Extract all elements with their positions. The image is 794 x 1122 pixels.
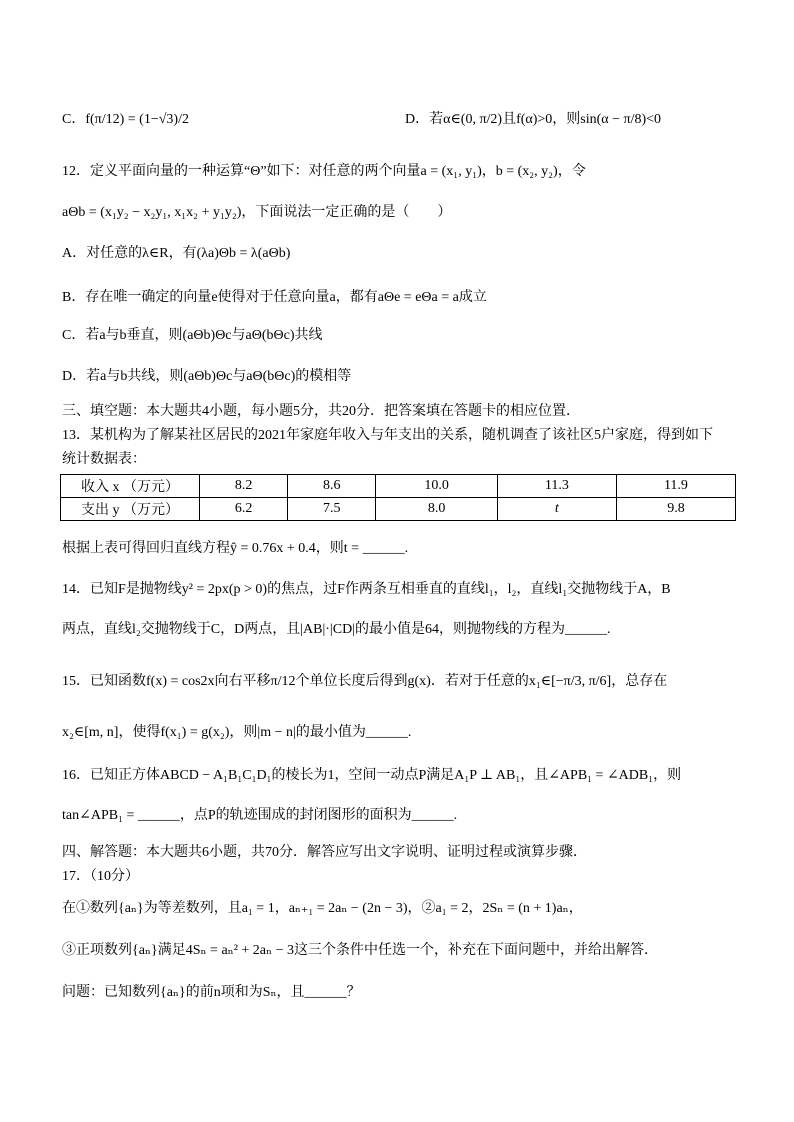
table-cell: 8.0 [376, 498, 498, 521]
q17-question: 问题：已知数列{aₙ}的前n项和为Sₙ，且______？ [62, 985, 361, 1000]
q14-line2: 两点，直线l₂交抛物线于C，D两点，且|AB|·|CD|的最小值是64，则抛物线的方程为______. [62, 622, 611, 637]
q12-option-c: C．若a与b垂直，则(aΘb)Θc与aΘ(bΘc)共线 [62, 328, 323, 343]
table-cell: 11.3 [497, 475, 616, 498]
table-cell: 9.8 [616, 498, 735, 521]
q12-option-b: B．存在唯一确定的向量e使得对于任意向量a，都有aΘe = eΘa = a成立 [62, 290, 487, 305]
q17-line2: ③正项数列{aₙ}满足4Sₙ = aₙ² + 2aₙ − 3这三个条件中任选一个，补充在下面问题中，并给出解答． [62, 943, 658, 958]
table-row [61, 498, 736, 521]
table-cell: t [497, 498, 616, 521]
q15-line1: 15．已知函数f(x) = cos2x向右平移π/12个单位长度后得到g(x)．若对于任意的x₁∈[−π/3, π/6]，总存在 [62, 674, 668, 689]
q12-stem-line2: aΘb = (x₁y₂ − x₂y₁, x₁x₂ + y₁y₂)，下面说法一定正确的是（ ） [62, 205, 452, 220]
table-cell: 8.6 [288, 475, 376, 498]
q13-stem-line2: 统计数据表： [62, 452, 146, 467]
q17-points: 17．（10分） [62, 869, 139, 884]
q17-line1: 在①数列{aₙ}为等差数列，且a₁ = 1，aₙ₊₁ = 2aₙ − (2n − 3)，②a₁ = 2，2Sₙ = (n + 1)aₙ， [62, 901, 583, 916]
q12-option-d: D．若a与b共线，则(aΘb)Θc与aΘ(bΘc)的模相等 [62, 369, 352, 384]
q16-line2: tan∠APB₁ = ______，点P的轨迹围成的封闭图形的面积为______. [62, 808, 458, 823]
q15-line2: x₂∈[m, n]，使得f(x₁) = g(x₂)，则|m − n|的最小值为______. [62, 725, 412, 740]
q12-option-a: A．对任意的λ∈R，有(λa)Θb = λ(aΘb) [62, 246, 291, 261]
q12-stem-line1: 12．定义平面向量的一种运算“Θ”如下：对任意的两个向量a = (x₁, y₁)，b = (x₂, y₂)，令 [62, 164, 586, 179]
q11-options-row [62, 110, 732, 130]
table-row [61, 475, 736, 498]
q13-stem-line1: 13．某机构为了解某社区居民的2021年家庭年收入与年支出的关系，随机调查了该社区5户家庭，得到如下 [62, 428, 713, 443]
section3-heading: 三、填空题：本大题共4小题，每小题5分，共20分．把答案填在答题卡的相应位置． [62, 404, 580, 419]
table-cell: 11.9 [616, 475, 735, 498]
section4-heading: 四、解答题：本大题共6小题，共70分．解答应写出文字说明、证明过程或演算步骤． [62, 845, 587, 860]
table-cell: 6.2 [200, 498, 288, 521]
q11-option-c: C．f(π/12) = (1−√3)/2 [62, 112, 189, 127]
q14-line1: 14．已知F是抛物线y² = 2px(p > 0)的焦点，过F作两条互相垂直的直线l₁，l₂，直线l₁交抛物线于A，B [62, 582, 671, 597]
q16-line1: 16．已知正方体ABCD − A₁B₁C₁D₁的棱长为1，空间一动点P满足A₁P ⊥ AB₁，且∠APB₁ = ∠ADB₁，则 [62, 768, 682, 783]
q13-after-table: 根据上表可得回归直线方程ŷ = 0.76x + 0.4，则t = ______. [62, 541, 409, 556]
q13-data-table [60, 474, 736, 521]
row-label-income: 收入 x （万元） [61, 475, 200, 498]
row-label-expense: 支出 y （万元） [61, 498, 200, 521]
table-cell: 7.5 [288, 498, 376, 521]
table-cell: 8.2 [200, 475, 288, 498]
q11-option-d: D．若α∈(0, π/2)且f(α)>0，则sin(α − π/8)<0 [405, 112, 662, 127]
table-cell: 10.0 [376, 475, 498, 498]
